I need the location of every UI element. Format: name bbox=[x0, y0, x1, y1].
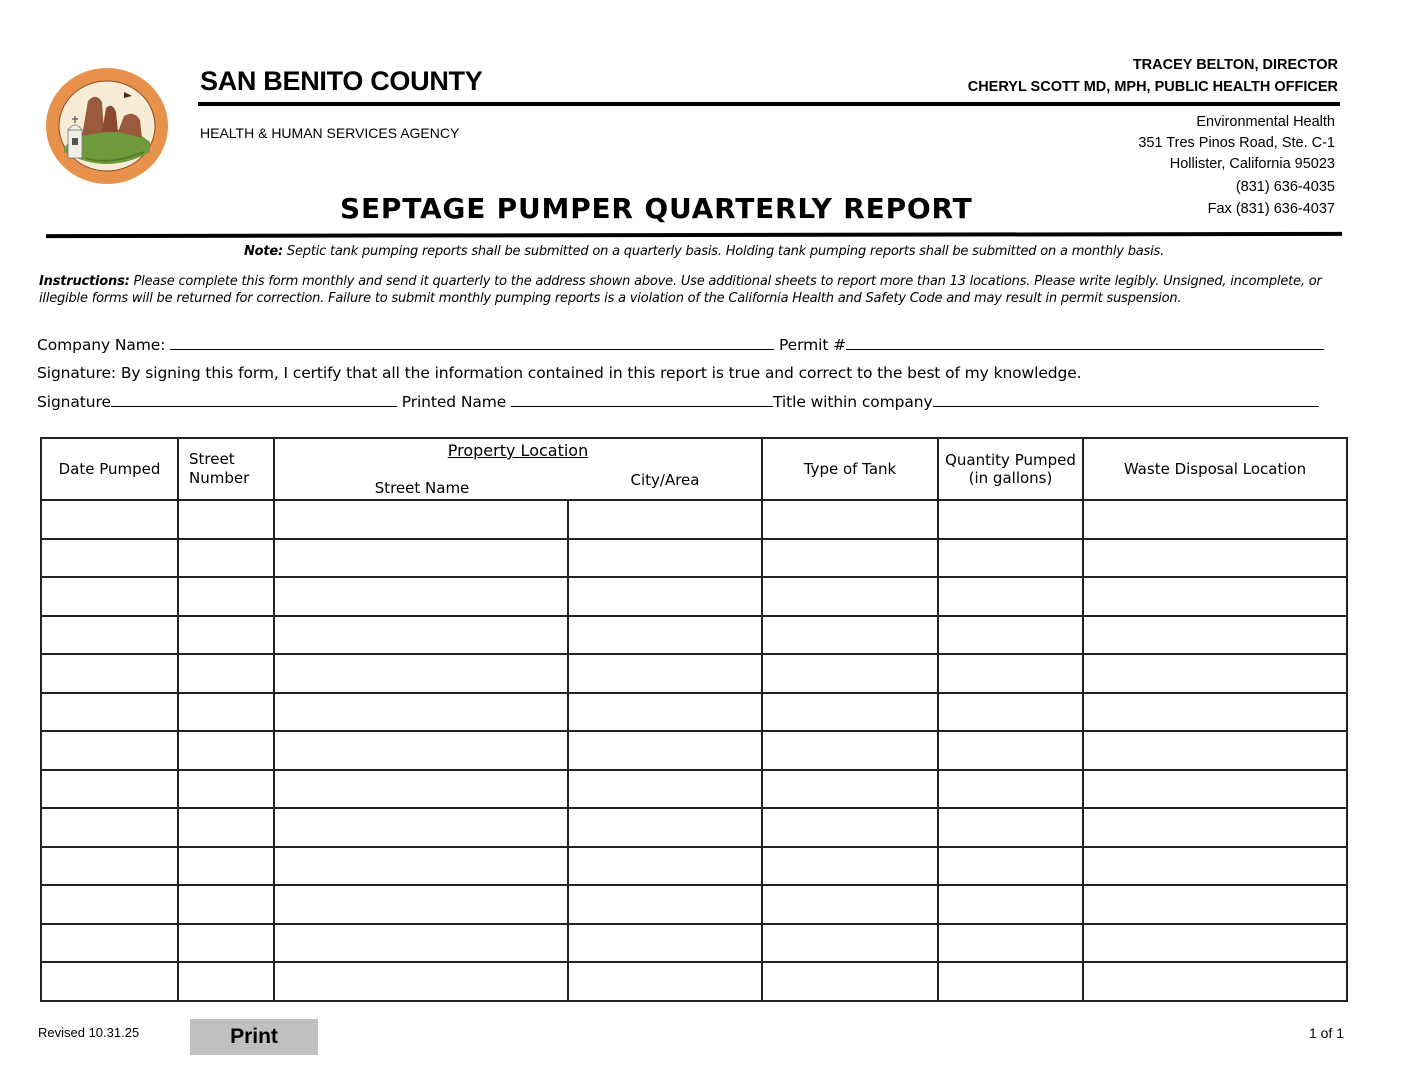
table-row bbox=[41, 770, 1347, 809]
note-body: Septic tank pumping reports shall be submitted on a quarterly basis. Holding tank pumping reports shall be submitted on a monthly basis. bbox=[283, 244, 1165, 259]
table-header-row bbox=[41, 438, 1347, 500]
cell-city-area[interactable] bbox=[568, 577, 762, 616]
cell-waste-disposal[interactable] bbox=[1083, 577, 1347, 616]
page-number: 1 of 1 bbox=[1308, 1025, 1344, 1041]
certification-statement: Signature: By signing this form, I certify that all the information contained in this report is true and correct to the best of my knowledge. bbox=[37, 364, 1082, 382]
cell-street-number[interactable] bbox=[178, 654, 274, 693]
cell-type-of-tank[interactable] bbox=[762, 847, 938, 886]
title-divider bbox=[46, 232, 1342, 238]
cell-street-number[interactable] bbox=[178, 731, 274, 770]
permit-label: Permit # bbox=[774, 336, 847, 354]
instructions-body: Please complete this form monthly and send it quarterly to the address shown above. Use additional sheets to report more than 13 locations. Please write legibly. Unsigned, incomplete, or illegible forms will be returned for correction. Failure to submit monthly pumping reports is a violation of the California Health and Safety Code and may result in permit suspension. bbox=[39, 274, 1322, 306]
cell-date-pumped[interactable] bbox=[41, 770, 178, 809]
cell-type-of-tank[interactable] bbox=[762, 500, 938, 539]
cell-quantity-pumped[interactable] bbox=[938, 731, 1083, 770]
printed-name-label: Printed Name bbox=[396, 393, 512, 411]
company-name-field[interactable] bbox=[170, 335, 774, 350]
cell-date-pumped[interactable] bbox=[41, 654, 178, 693]
cell-city-area[interactable] bbox=[568, 885, 762, 924]
header-type-of-tank: Type of Tank bbox=[762, 438, 938, 500]
header-quantity-line2: (in gallons) bbox=[968, 469, 1053, 487]
cell-city-area[interactable] bbox=[568, 539, 762, 578]
cell-quantity-pumped[interactable] bbox=[938, 924, 1083, 963]
cell-street-name[interactable] bbox=[274, 654, 568, 693]
cell-city-area[interactable] bbox=[568, 654, 762, 693]
company-permit-line bbox=[37, 335, 1324, 354]
cell-city-area[interactable] bbox=[568, 808, 762, 847]
printed-name-field[interactable] bbox=[511, 392, 773, 407]
cell-date-pumped[interactable] bbox=[41, 847, 178, 886]
signature-label: Signature bbox=[37, 393, 111, 411]
header-street-name: Street Name bbox=[374, 479, 470, 497]
cell-city-area[interactable] bbox=[568, 693, 762, 732]
cell-waste-disposal[interactable] bbox=[1083, 500, 1347, 539]
county-seal-icon bbox=[44, 66, 170, 186]
instructions-text bbox=[39, 273, 1339, 307]
cell-type-of-tank[interactable] bbox=[762, 924, 938, 963]
cell-street-name[interactable] bbox=[274, 962, 568, 1001]
cell-quantity-pumped[interactable] bbox=[938, 847, 1083, 886]
instructions-label: Instructions: bbox=[39, 274, 130, 289]
cell-type-of-tank[interactable] bbox=[762, 962, 938, 1001]
cell-street-number[interactable] bbox=[178, 770, 274, 809]
director-name: TRACEY BELTON, DIRECTOR bbox=[1132, 57, 1338, 73]
cell-street-name[interactable] bbox=[274, 731, 568, 770]
cell-street-name[interactable] bbox=[274, 577, 568, 616]
note-text bbox=[0, 244, 1408, 259]
cell-date-pumped[interactable] bbox=[41, 616, 178, 655]
health-officer-name: CHERYL SCOTT MD, MPH, PUBLIC HEALTH OFFICER bbox=[967, 79, 1338, 95]
city-state-zip: Hollister, California 95023 bbox=[1169, 156, 1335, 172]
agency-name: HEALTH & HUMAN SERVICES AGENCY bbox=[200, 125, 460, 141]
signature-field[interactable] bbox=[111, 392, 397, 407]
property-location-label: Property Location bbox=[447, 441, 589, 460]
cell-date-pumped[interactable] bbox=[41, 500, 178, 539]
cell-street-number[interactable] bbox=[178, 577, 274, 616]
cell-type-of-tank[interactable] bbox=[762, 693, 938, 732]
header-quantity-line1: Quantity Pumped bbox=[945, 451, 1076, 469]
cell-street-number[interactable] bbox=[178, 539, 274, 578]
table-row bbox=[41, 539, 1347, 578]
street-address: 351 Tres Pinos Road, Ste. C-1 bbox=[1138, 135, 1335, 151]
table-row bbox=[41, 577, 1347, 616]
cell-date-pumped[interactable] bbox=[41, 924, 178, 963]
table-row bbox=[41, 731, 1347, 770]
form-title: SEPTAGE PUMPER QUARTERLY REPORT bbox=[340, 192, 973, 225]
header-street-number-line1: Street bbox=[189, 450, 235, 468]
cell-street-name[interactable] bbox=[274, 693, 568, 732]
cell-city-area[interactable] bbox=[568, 731, 762, 770]
department-name: Environmental Health bbox=[1196, 114, 1335, 130]
cell-date-pumped[interactable] bbox=[41, 885, 178, 924]
cell-quantity-pumped[interactable] bbox=[938, 577, 1083, 616]
cell-street-name[interactable] bbox=[274, 885, 568, 924]
cell-street-number[interactable] bbox=[178, 616, 274, 655]
table-row bbox=[41, 847, 1347, 886]
cell-date-pumped[interactable] bbox=[41, 577, 178, 616]
cell-quantity-pumped[interactable] bbox=[938, 808, 1083, 847]
cell-waste-disposal[interactable] bbox=[1083, 962, 1347, 1001]
cell-city-area[interactable] bbox=[568, 500, 762, 539]
cell-street-number[interactable] bbox=[178, 962, 274, 1001]
cell-city-area[interactable] bbox=[568, 924, 762, 963]
cell-type-of-tank[interactable] bbox=[762, 770, 938, 809]
cell-waste-disposal[interactable] bbox=[1083, 770, 1347, 809]
cell-city-area[interactable] bbox=[568, 847, 762, 886]
table-row bbox=[41, 924, 1347, 963]
cell-date-pumped[interactable] bbox=[41, 808, 178, 847]
cell-type-of-tank[interactable] bbox=[762, 885, 938, 924]
pumping-log-table bbox=[40, 437, 1348, 1002]
cell-street-number[interactable] bbox=[178, 693, 274, 732]
cell-quantity-pumped[interactable] bbox=[938, 693, 1083, 732]
cell-type-of-tank[interactable] bbox=[762, 577, 938, 616]
cell-date-pumped[interactable] bbox=[41, 962, 178, 1001]
header-quantity-pumped bbox=[938, 438, 1083, 500]
cell-street-number[interactable] bbox=[178, 924, 274, 963]
cell-waste-disposal[interactable] bbox=[1083, 885, 1347, 924]
header-waste-disposal: Waste Disposal Location bbox=[1083, 438, 1347, 500]
cell-waste-disposal[interactable] bbox=[1083, 847, 1347, 886]
cell-quantity-pumped[interactable] bbox=[938, 885, 1083, 924]
table-row bbox=[41, 500, 1347, 539]
cell-date-pumped[interactable] bbox=[41, 693, 178, 732]
header-date-pumped: Date Pumped bbox=[41, 438, 178, 500]
cell-date-pumped[interactable] bbox=[41, 731, 178, 770]
fax-number: Fax (831) 636-4037 bbox=[1207, 201, 1335, 217]
cell-waste-disposal[interactable] bbox=[1083, 539, 1347, 578]
table-row bbox=[41, 693, 1347, 732]
cell-street-name[interactable] bbox=[274, 500, 568, 539]
cell-quantity-pumped[interactable] bbox=[938, 616, 1083, 655]
table-row bbox=[41, 654, 1347, 693]
cell-waste-disposal[interactable] bbox=[1083, 654, 1347, 693]
cell-quantity-pumped[interactable] bbox=[938, 654, 1083, 693]
cell-type-of-tank[interactable] bbox=[762, 808, 938, 847]
cell-quantity-pumped[interactable] bbox=[938, 770, 1083, 809]
header-city-area: City/Area bbox=[630, 471, 700, 489]
header-divider bbox=[198, 102, 1340, 106]
title-label: Title within company bbox=[773, 393, 933, 411]
cell-street-number[interactable] bbox=[178, 808, 274, 847]
note-label: Note: bbox=[243, 244, 283, 259]
cell-quantity-pumped[interactable] bbox=[938, 539, 1083, 578]
cell-type-of-tank[interactable] bbox=[762, 731, 938, 770]
table-row bbox=[41, 616, 1347, 655]
cell-street-number[interactable] bbox=[178, 500, 274, 539]
cell-street-name[interactable] bbox=[274, 770, 568, 809]
table-row bbox=[41, 808, 1347, 847]
table-row bbox=[41, 885, 1347, 924]
cell-type-of-tank[interactable] bbox=[762, 654, 938, 693]
cell-city-area[interactable] bbox=[568, 770, 762, 809]
cell-type-of-tank[interactable] bbox=[762, 539, 938, 578]
header-property-location bbox=[274, 438, 762, 500]
cell-waste-disposal[interactable] bbox=[1083, 616, 1347, 655]
cell-street-name[interactable] bbox=[274, 616, 568, 655]
county-name: SAN BENITO COUNTY bbox=[200, 66, 483, 96]
signature-line bbox=[37, 392, 1319, 411]
cell-city-area[interactable] bbox=[568, 616, 762, 655]
company-name-label: Company Name: bbox=[37, 336, 171, 354]
cell-street-number[interactable] bbox=[178, 885, 274, 924]
cell-quantity-pumped[interactable] bbox=[938, 962, 1083, 1001]
cell-waste-disposal[interactable] bbox=[1083, 693, 1347, 732]
cell-waste-disposal[interactable] bbox=[1083, 924, 1347, 963]
header-street-number-line2: Number bbox=[189, 469, 250, 487]
print-button[interactable]: Print bbox=[190, 1019, 318, 1055]
table-row bbox=[41, 962, 1347, 1001]
permit-number-field[interactable] bbox=[846, 335, 1324, 350]
cell-street-name[interactable] bbox=[274, 539, 568, 578]
address-block bbox=[1138, 112, 1335, 175]
cell-type-of-tank[interactable] bbox=[762, 616, 938, 655]
phone-number: (831) 636-4035 bbox=[1235, 179, 1335, 195]
cell-city-area[interactable] bbox=[568, 962, 762, 1001]
cell-street-number[interactable] bbox=[178, 847, 274, 886]
cell-street-name[interactable] bbox=[274, 808, 568, 847]
cell-street-name[interactable] bbox=[274, 847, 568, 886]
property-location-group bbox=[275, 441, 761, 460]
revision-date: Revised 10.31.25 bbox=[38, 1025, 140, 1040]
cell-waste-disposal[interactable] bbox=[1083, 808, 1347, 847]
cell-quantity-pumped[interactable] bbox=[938, 500, 1083, 539]
title-field[interactable] bbox=[933, 392, 1319, 407]
cell-date-pumped[interactable] bbox=[41, 539, 178, 578]
cell-street-name[interactable] bbox=[274, 924, 568, 963]
header-street-number bbox=[178, 438, 274, 500]
cell-waste-disposal[interactable] bbox=[1083, 731, 1347, 770]
